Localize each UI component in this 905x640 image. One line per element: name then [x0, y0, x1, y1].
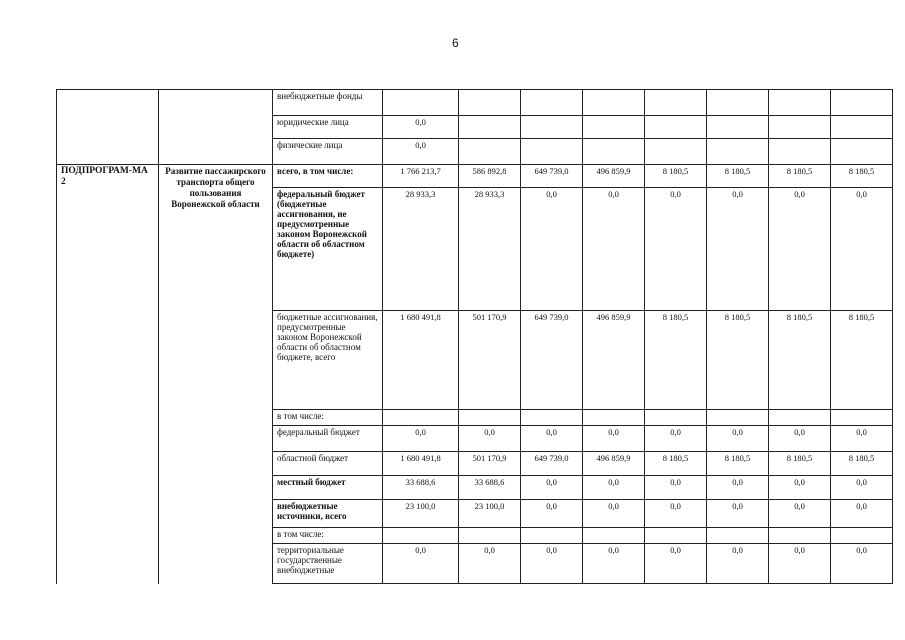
value-cell: 33 688,6: [459, 476, 521, 500]
value-cell: [831, 410, 893, 426]
row-label: бюджетные ассигнования, предусмотренные законом Воронежской области об областном бюджете, всего: [273, 311, 383, 410]
value-cell: [645, 90, 707, 116]
value-cell: [769, 528, 831, 544]
value-cell: 0,0: [383, 139, 459, 165]
value-cell: [583, 139, 645, 165]
value-cell: 586 892,8: [459, 165, 521, 188]
value-cell: 0,0: [831, 426, 893, 452]
value-cell: 8 180,5: [645, 311, 707, 410]
row-label: юридические лица: [273, 116, 383, 139]
value-cell: 496 859,9: [583, 311, 645, 410]
row-label: внебюджетные фонды: [273, 90, 383, 116]
value-cell: [583, 410, 645, 426]
value-cell: 23 100,0: [459, 500, 521, 528]
value-cell: 0,0: [831, 500, 893, 528]
value-cell: [645, 116, 707, 139]
value-cell: [645, 410, 707, 426]
value-cell: [383, 410, 459, 426]
value-cell: 1 680 491,8: [383, 452, 459, 476]
value-cell: 8 180,5: [707, 165, 769, 188]
value-cell: 0,0: [645, 188, 707, 311]
value-cell: 0,0: [521, 476, 583, 500]
value-cell: [831, 116, 893, 139]
value-cell: 8 180,5: [831, 311, 893, 410]
value-cell: [831, 90, 893, 116]
value-cell: 496 859,9: [583, 452, 645, 476]
value-cell: [583, 116, 645, 139]
value-cell: 0,0: [769, 500, 831, 528]
value-cell: 8 180,5: [645, 452, 707, 476]
value-cell: 649 739,0: [521, 165, 583, 188]
subprogram-name: Развитие пассажирского транспорта общего пользования Воронежской области: [159, 165, 273, 584]
value-cell: 0,0: [645, 544, 707, 584]
subprogram-code: ПОДПРОГРАМ-МА 2: [57, 165, 159, 584]
value-cell: [521, 528, 583, 544]
value-cell: 0,0: [583, 476, 645, 500]
value-cell: [459, 528, 521, 544]
value-cell: [707, 90, 769, 116]
value-cell: 0,0: [707, 500, 769, 528]
value-cell: [459, 410, 521, 426]
value-cell: [707, 528, 769, 544]
value-cell: [831, 139, 893, 165]
value-cell: 0,0: [707, 426, 769, 452]
value-cell: [645, 139, 707, 165]
value-cell: 496 859,9: [583, 165, 645, 188]
value-cell: [521, 410, 583, 426]
empty-name-cell: [159, 90, 273, 165]
value-cell: [521, 116, 583, 139]
value-cell: [645, 528, 707, 544]
value-cell: [707, 116, 769, 139]
value-cell: 649 739,0: [521, 311, 583, 410]
value-cell: 8 180,5: [707, 311, 769, 410]
value-cell: [769, 410, 831, 426]
row-label: в том числе:: [273, 528, 383, 544]
row-label: внебюджетные источники, всего: [273, 500, 383, 528]
empty-code-cell: [57, 90, 159, 165]
value-cell: 0,0: [769, 544, 831, 584]
value-cell: 28 933,3: [459, 188, 521, 311]
row-label: областной бюджет: [273, 452, 383, 476]
value-cell: 0,0: [831, 544, 893, 584]
value-cell: [831, 528, 893, 544]
value-cell: 0,0: [831, 188, 893, 311]
value-cell: 8 180,5: [769, 452, 831, 476]
value-cell: [383, 90, 459, 116]
value-cell: 0,0: [383, 544, 459, 584]
row-label: в том числе:: [273, 410, 383, 426]
value-cell: [769, 90, 831, 116]
value-cell: 0,0: [521, 188, 583, 311]
table-row: [57, 90, 893, 116]
value-cell: [769, 139, 831, 165]
value-cell: 0,0: [645, 426, 707, 452]
budget-table: [56, 89, 893, 584]
value-cell: [707, 410, 769, 426]
value-cell: 0,0: [383, 116, 459, 139]
value-cell: 8 180,5: [831, 452, 893, 476]
row-label: федеральный бюджет (бюджетные ассигнования, не предусмотренные законом Воронежской области об областном бюджете): [273, 188, 383, 311]
value-cell: 0,0: [459, 544, 521, 584]
value-cell: [521, 139, 583, 165]
value-cell: 0,0: [521, 426, 583, 452]
value-cell: 649 739,0: [521, 452, 583, 476]
value-cell: 0,0: [769, 426, 831, 452]
value-cell: 8 180,5: [769, 165, 831, 188]
value-cell: 0,0: [583, 426, 645, 452]
value-cell: 0,0: [769, 476, 831, 500]
value-cell: 1 680 491,8: [383, 311, 459, 410]
value-cell: 0,0: [769, 188, 831, 311]
value-cell: 501 170,9: [459, 311, 521, 410]
value-cell: 1 766 213,7: [383, 165, 459, 188]
value-cell: 0,0: [831, 476, 893, 500]
value-cell: 8 180,5: [769, 311, 831, 410]
value-cell: 0,0: [383, 426, 459, 452]
value-cell: 0,0: [583, 188, 645, 311]
value-cell: 28 933,3: [383, 188, 459, 311]
row-label: физические лица: [273, 139, 383, 165]
value-cell: 8 180,5: [707, 452, 769, 476]
value-cell: 0,0: [583, 544, 645, 584]
value-cell: [459, 139, 521, 165]
value-cell: [383, 528, 459, 544]
value-cell: 0,0: [707, 476, 769, 500]
value-cell: [459, 116, 521, 139]
value-cell: 8 180,5: [645, 165, 707, 188]
row-label: федеральный бюджет: [273, 426, 383, 452]
value-cell: 501 170,9: [459, 452, 521, 476]
value-cell: 23 100,0: [383, 500, 459, 528]
value-cell: 8 180,5: [831, 165, 893, 188]
value-cell: [459, 90, 521, 116]
value-cell: 0,0: [707, 188, 769, 311]
value-cell: [521, 90, 583, 116]
table-row: [57, 165, 893, 188]
value-cell: 33 688,6: [383, 476, 459, 500]
value-cell: [769, 116, 831, 139]
value-cell: 0,0: [521, 500, 583, 528]
value-cell: 0,0: [521, 544, 583, 584]
value-cell: 0,0: [583, 500, 645, 528]
page-number: 6: [452, 36, 459, 50]
value-cell: 0,0: [707, 544, 769, 584]
row-label: местный бюджет: [273, 476, 383, 500]
value-cell: [583, 528, 645, 544]
value-cell: 0,0: [645, 500, 707, 528]
value-cell: 0,0: [459, 426, 521, 452]
value-cell: [707, 139, 769, 165]
value-cell: [583, 90, 645, 116]
row-label: территориальные государственные внебюджетные: [273, 544, 383, 584]
row-label: всего, в том числе:: [273, 165, 383, 188]
value-cell: 0,0: [645, 476, 707, 500]
